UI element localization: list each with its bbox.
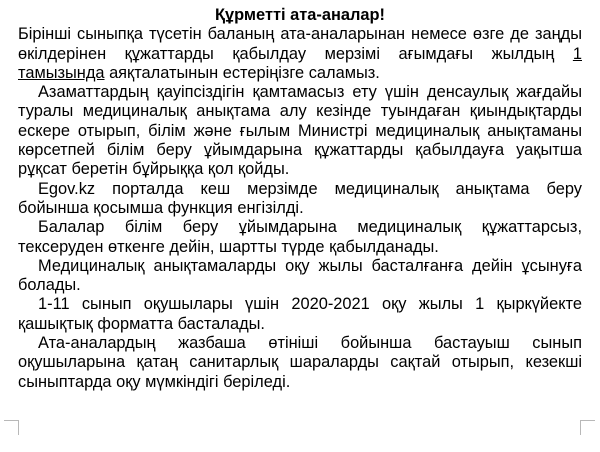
paragraph-deadline-start: Бірінші сыныпқа түсетін баланың ата-аналарынан немесе өзге де заңды өкілдерінен құжаттарды қабылдау мерзімі ағымдағы жылдың	[18, 25, 582, 63]
paragraph-conditional-admission: Балалар білім беру ұйымдарына медициналық құжаттарсыз, тексеруден өткенге дейін, шартты түрде қабылданады.	[18, 218, 582, 256]
deadline-date: 1 тамызында	[18, 44, 582, 82]
paragraph-deadline-end: аяқталатынын естеріңізге саламыз.	[104, 63, 380, 82]
paragraph-distance-format: 1-11 сынып оқушылары үшін 2020-2021 оқу жылы 1 қыркүйекте қашықтық форматта басталады.	[18, 295, 582, 333]
paragraph-minister-order: Азаматтардың қауіпсіздігін қамтамасыз ету үшін денсаулық жағдайы туралы медициналық анықтама алу кезінде туындаған қиындықтарды ескере отырып, білім және ғылым Министрі медициналық анықтаманы көрсетпей білім беру ұйымдарына құжаттарды қабылдауға уақытша рұқсат беретін бұйрыққа қол қойды.	[18, 83, 582, 179]
paragraph-deadline	[18, 25, 582, 83]
document-title: Құрметті ата-аналар!	[215, 6, 385, 24]
page-corner-mark-right	[580, 420, 595, 435]
document-body	[18, 6, 582, 392]
paragraph-egov: Egov.kz порталда кеш мерзімде медициналық анықтама беру бойынша қосымша функция енгізілді.	[18, 179, 582, 217]
paragraph-certificate-deadline: Медициналық анықтамаларды оқу жылы басталғанға дейін ұсынуға болады.	[18, 256, 582, 295]
page-corner-mark-left	[4, 420, 19, 435]
paragraph-duty-classes: Ата-аналардың жазбаша өтініші бойынша бастауыш сынып оқушыларына қатаң санитарлық шараларды сақтай отырып, кезекші сыныптарда оқу мүмкіндігі беріледі.	[18, 334, 582, 391]
